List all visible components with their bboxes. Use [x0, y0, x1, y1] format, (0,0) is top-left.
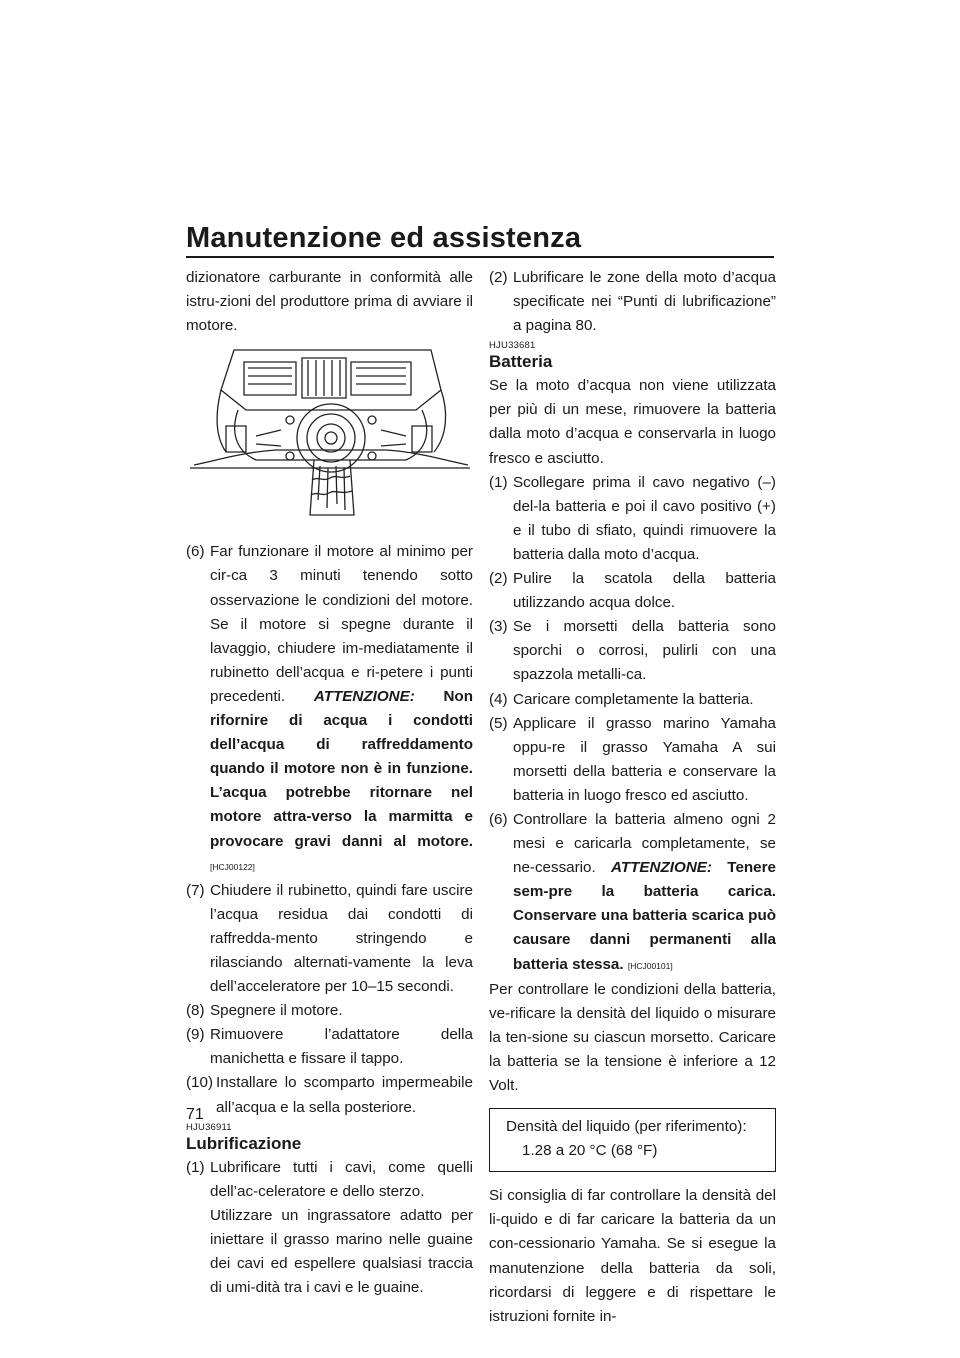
section-heading-battery: Batteria — [489, 352, 553, 372]
left-column — [186, 266, 473, 1300]
list-item: (1) Lubrificare tutti i cavi, come quelli dell’ac-celeratore e dello sterzo. — [186, 1158, 473, 1200]
list-item: (10) Installare lo scomparto impermeabile all’acqua e la sella posteriore. — [186, 1074, 473, 1116]
spec-label: Densità del liquido (per riferimento): — [506, 1118, 747, 1136]
battery-service-paragraph: Si consiglia di far controllare la densità del li-quido e di far caricare la batteria da un con-cessionario Yamaha. Se si esegue la manutenzione della batteria da soli, ricordarsi di leggere e di rispettare le istruzioni fornite in- — [489, 1187, 776, 1325]
list-item: (1) Scollegare prima il cavo negativo (–) del-la batteria e poi il cavo positivo (+) e il tubo di sfiato, quindi rimuovere la batteria dalla moto d’acqua. — [489, 473, 776, 563]
list-item: (7) Chiudere il rubinetto, quindi fare uscire l’acqua residua dai condotti di raffredda-mento stringendo e rilasciando alternati-vamente la leva dell’acceleratore per 10–15 secondi. — [186, 881, 473, 996]
page-title: Manutenzione ed assistenza — [186, 222, 582, 254]
reference-code: [HCJ00101] — [627, 960, 673, 971]
intro-paragraph: dizionatore carburante in conformità alle istru-zioni del produttore prima di avviare il motore. — [186, 269, 473, 335]
list-item: (9) Rimuovere l’adattatore della manichetta e fissare il tappo. — [186, 1026, 473, 1068]
list-item: (5) Applicare il grasso marino Yamaha oppu-re il grasso Yamaha A sui morsetti della batteria e conservare la batteria in luogo fresco ed asciutto. — [489, 714, 776, 804]
caution-text: Non rifornire di acqua i condotti dell’acqua di raffreddamento quando il motore non è in funzione. L’acqua potrebbe ritornare nel motore attra-verso la marmitta e provocare gravi danni al motore. — [210, 687, 473, 850]
list-item: (6) Controllare la batteria almeno ogni 2 mesi e caricarla completamente, se ne-cessario. ATTENZIONE: Tenere sem-pre la batteria carica. Conservare una batteria scarica può causare danni permanenti alla batteria stessa. [HCJ00101] — [489, 810, 776, 973]
page-number: 71 — [186, 1106, 204, 1123]
caution-text: Tenere sem-pre la batteria carica. Conservare una batteria scarica può causare danni permanenti alla batteria stessa. — [513, 859, 776, 973]
lubrication-paragraph: Utilizzare un ingrassatore adatto per iniettare il grasso marino nelle guaine dei cavi ed espellere qualsiasi traccia di umi-dità tra i cavi e le guaine. — [210, 1206, 473, 1297]
reference-code: [HCJ00122] — [210, 861, 255, 872]
engine-flush-illustration — [186, 340, 473, 520]
list-item: (6) Far funzionare il motore al minimo per cir-ca 3 minuti tenendo sotto osservazione le condizioni del motore. Se il motore si spegne durante il lavaggio, chiudere im-mediatamente il rubinetto dell’acqua e ri-petere i punti precedenti. ATTENZIONE: Non rifornire di acqua i condotti dell’acqua di raffreddamento quando il motore non è in funzione. L’acqua potrebbe ritornare nel motore attra-verso la marmitta e provocare gravi danni al motore. [HCJ00122] — [186, 543, 473, 872]
list-item: (2) Pulire la scatola della batteria utilizzando acqua dolce. — [489, 570, 776, 612]
list-item: (2) Lubrificare le zone della moto d’acqua specificate nei “Punti di lubrificazione” a pagina 80. — [489, 269, 776, 335]
battery-intro: Se la moto d’acqua non viene utilizzata per più di un mese, rimuovere la batteria dalla moto d’acqua e conservarla in luogo fresco e asciutto. — [489, 377, 776, 467]
list-item: (3) Se i morsetti della batteria sono sporchi o corrosi, pulirli con una spazzola metalli-ca. — [489, 618, 776, 684]
list-item: (4) Caricare completamente la batteria. — [489, 690, 754, 708]
right-column — [489, 266, 776, 1329]
caution-label: ATTENZIONE: — [313, 687, 415, 705]
section-code: HJU33681 — [489, 340, 536, 352]
caution-label: ATTENZIONE: — [611, 859, 712, 877]
spec-value: 1.28 a 20 °C (68 °F) — [522, 1142, 658, 1160]
spec-box — [489, 1108, 776, 1172]
battery-check-paragraph: Per controllare le condizioni della batteria, ve-rificare la densità del liquido o misurare la ten-sione su ciascun morsetto. Caricare la batteria se la tensione è inferiore a 12 Volt. — [489, 980, 776, 1094]
header-rule — [186, 256, 774, 258]
section-heading-lubrication: Lubrificazione — [186, 1133, 302, 1153]
section-code: HJU36911 — [186, 1121, 232, 1133]
list-item: (8) Spegnere il motore. — [186, 1002, 343, 1020]
